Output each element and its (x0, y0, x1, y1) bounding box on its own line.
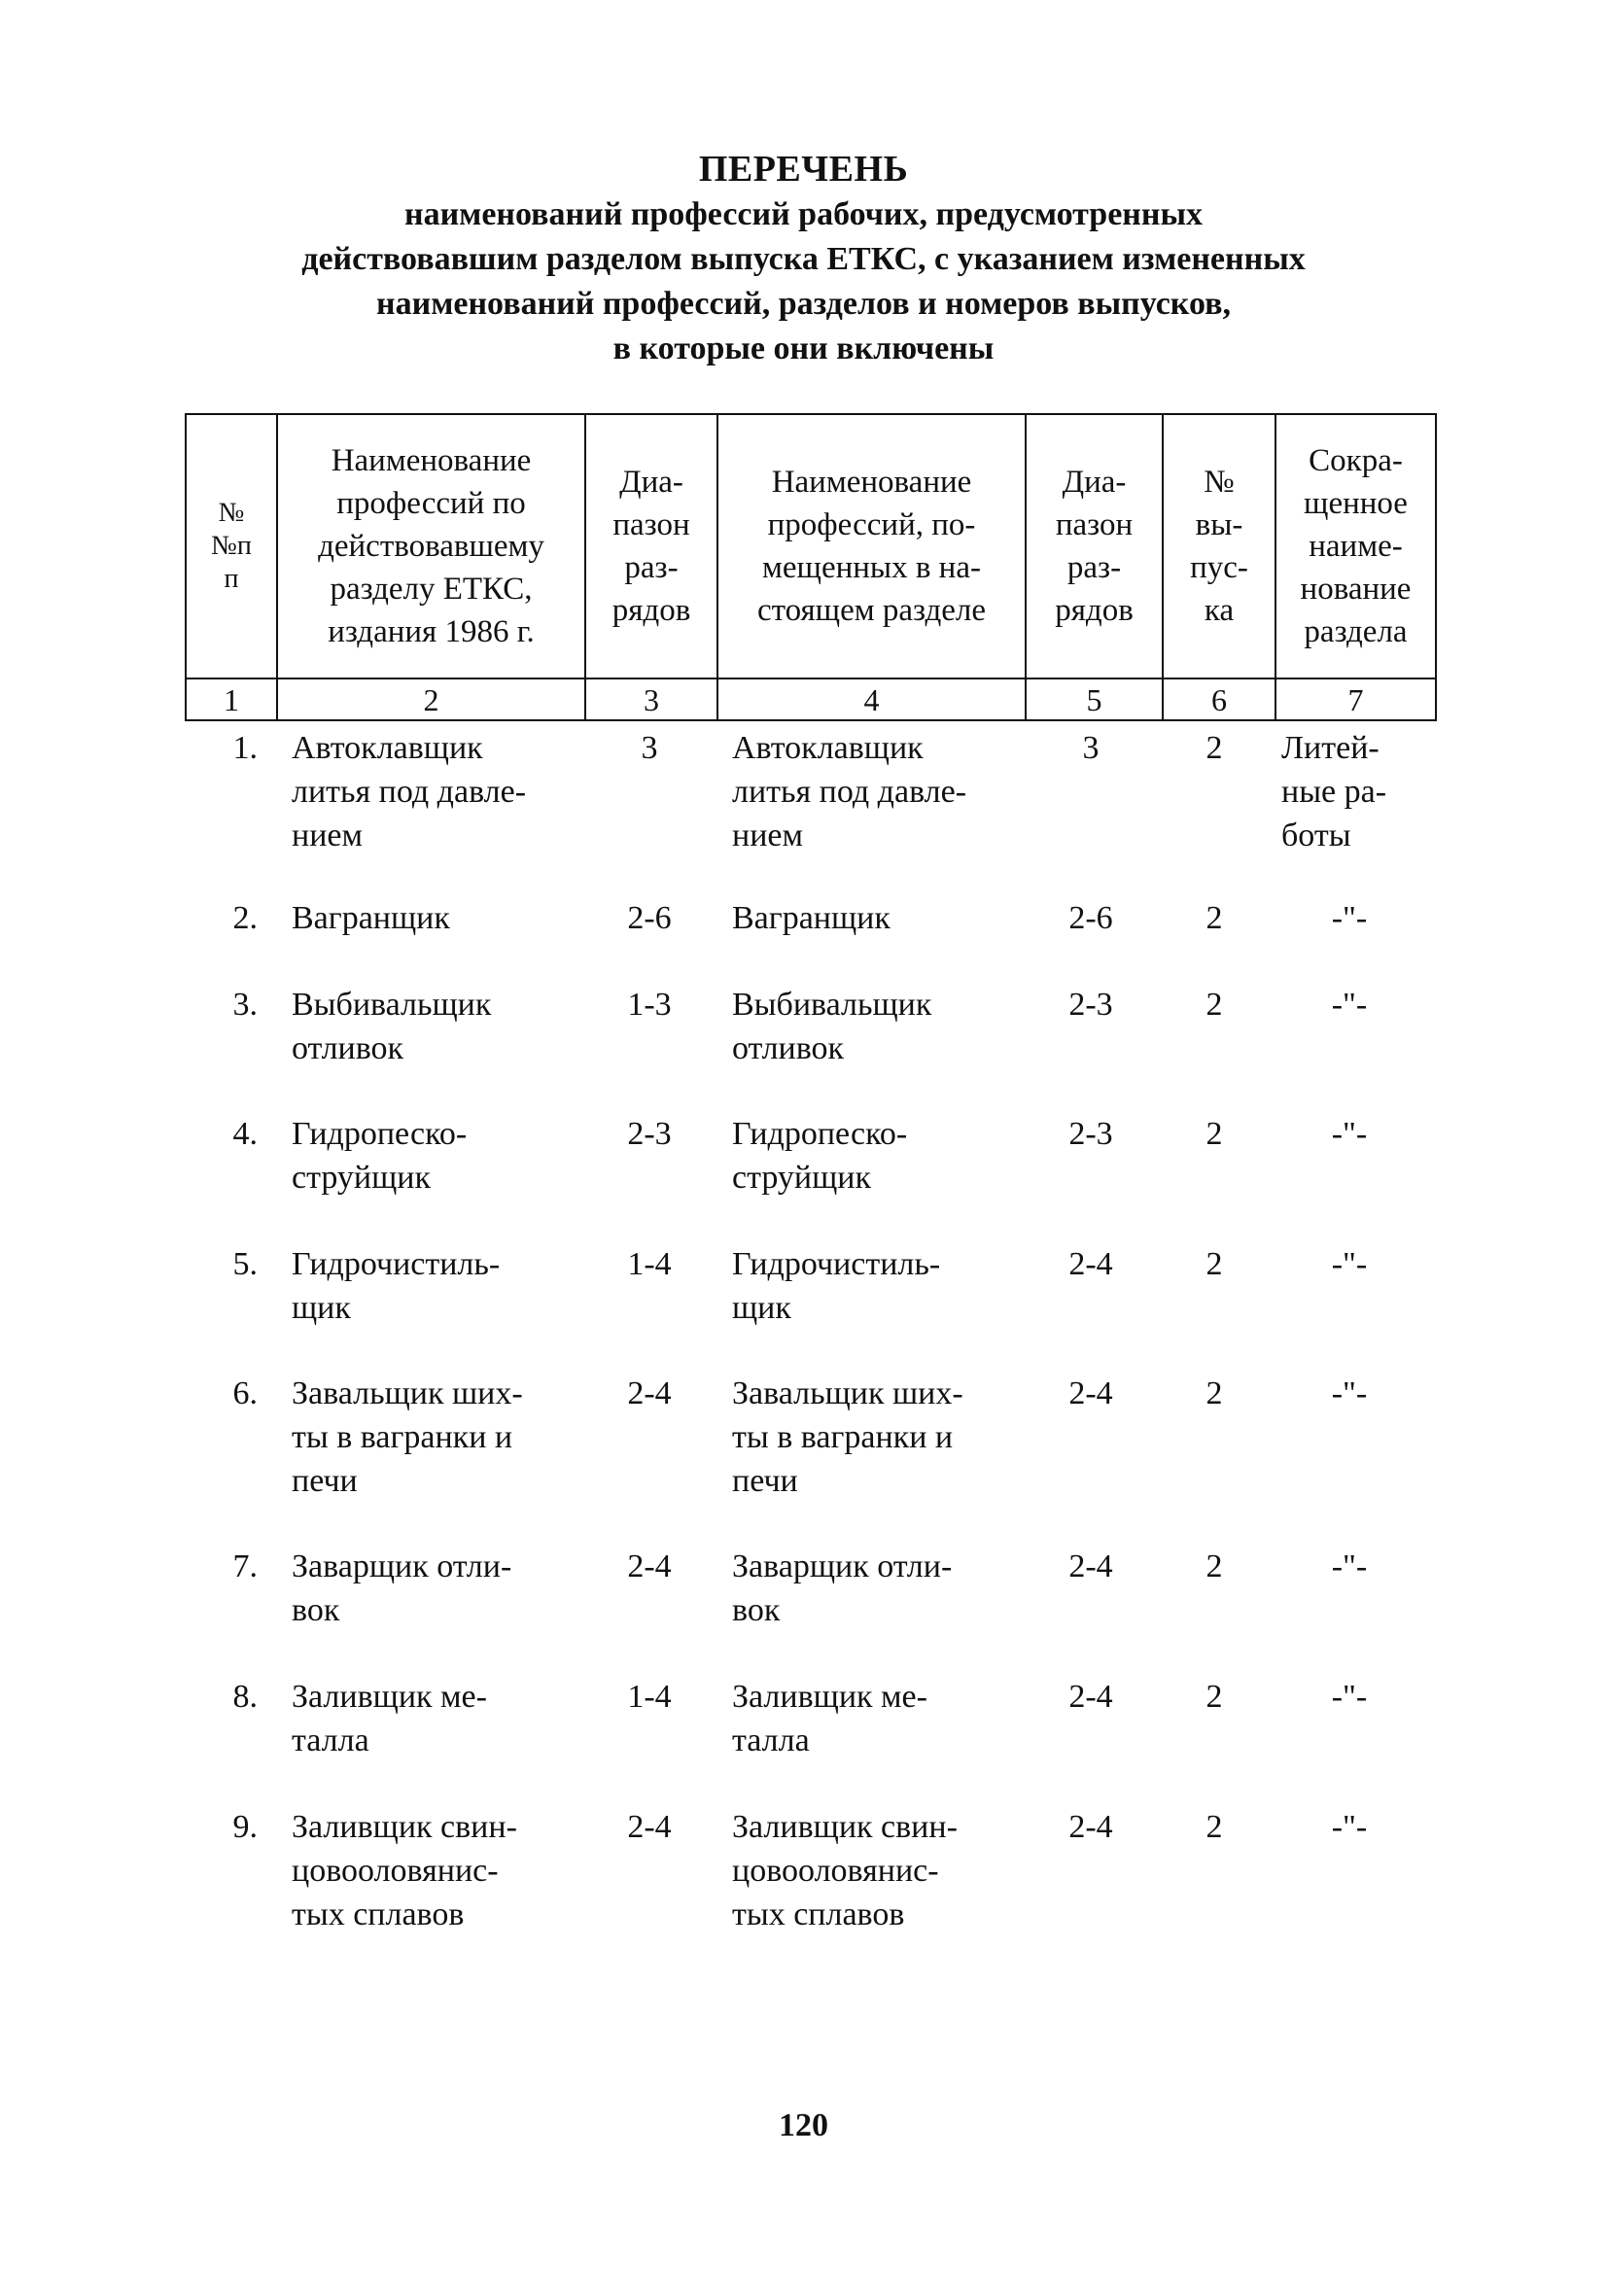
title-line: в которые они включены (612, 330, 995, 366)
old-profession-name: Завальщик ших- ты в вагранки и печи (292, 1375, 523, 1499)
header-cell-new-name: Наименование профессий, по- мещенных в на- стоящем разделе (717, 414, 1026, 678)
new-profession-name: Завальщик ших- ты в вагранки и печи (732, 1375, 963, 1499)
header-cell-old-name: Наименование профессий по действовавшему разделу ЕТКС, издания 1986 г. (277, 414, 585, 678)
new-profession-name: Заливщик свин- цовооловянис- тых сплавов (732, 1809, 958, 1932)
old-grade-range: 2-6 (627, 900, 672, 936)
title-line: наименований профессий, разделов и номеров выпусков, (376, 286, 1231, 322)
row-number: 2. (232, 900, 258, 936)
document-title (0, 146, 1607, 371)
header-cell-old-range: Диа- пазон раз- рядов (585, 414, 717, 678)
issue-number: 2 (1205, 1679, 1223, 1715)
new-profession-name: Гидропеско- струйщик (732, 1116, 908, 1196)
column-number: 4 (717, 678, 1026, 720)
new-profession-name: Автоклавщик литья под давле- нием (732, 730, 967, 853)
section-name: -"- (1331, 1809, 1368, 1845)
old-profession-name: Вагранщик (292, 900, 450, 936)
row-number: 9. (232, 1809, 258, 1845)
old-grade-range: 1-4 (627, 1679, 672, 1715)
header-cell-section: Сокра- щенное наиме- нование раздела (1275, 414, 1436, 678)
section-name: -"- (1331, 1116, 1368, 1152)
new-profession-name: Заварщик отли- вок (732, 1548, 953, 1628)
new-grade-range: 2-6 (1068, 900, 1113, 936)
old-profession-name: Гидропеско- струйщик (292, 1116, 468, 1196)
issue-number: 2 (1205, 1809, 1223, 1845)
column-number: 3 (585, 678, 717, 720)
old-grade-range: 2-4 (627, 1375, 672, 1411)
old-profession-name: Заварщик отли- вок (292, 1548, 512, 1628)
new-grade-range: 2-4 (1068, 1246, 1113, 1282)
section-name: -"- (1331, 1246, 1368, 1282)
issue-number: 2 (1205, 1375, 1223, 1411)
header-cell-issue: № вы- пус- ка (1163, 414, 1275, 678)
new-grade-range: 3 (1082, 730, 1100, 766)
title-line: действовавшим разделом выпуска ЕТКС, с указанием измененных (301, 241, 1306, 277)
row-number: 1. (232, 730, 258, 766)
section-name: -"- (1331, 1375, 1368, 1411)
column-number: 2 (277, 678, 585, 720)
row-number: 7. (232, 1548, 258, 1584)
new-grade-range: 2-4 (1068, 1809, 1113, 1845)
header-cell-num: № №п п (186, 414, 277, 678)
issue-number: 2 (1205, 730, 1223, 766)
new-profession-name: Заливщик ме- талла (732, 1679, 927, 1758)
old-profession-name: Гидрочистиль- щик (292, 1246, 501, 1326)
row-number: 4. (232, 1116, 258, 1152)
old-grade-range: 2-3 (627, 1116, 672, 1152)
title-main: ПЕРЕЧЕНЬ (698, 149, 909, 190)
section-name: -"- (1331, 1548, 1368, 1584)
old-grade-range: 1-4 (627, 1246, 672, 1282)
issue-number: 2 (1205, 987, 1223, 1023)
column-number: 5 (1026, 678, 1163, 720)
column-number: 6 (1163, 678, 1275, 720)
old-profession-name: Автоклавщик литья под давле- нием (292, 730, 527, 853)
column-number: 1 (186, 678, 277, 720)
table-header (185, 413, 1437, 721)
issue-number: 2 (1205, 1548, 1223, 1584)
header-cell-new-range: Диа- пазон раз- рядов (1026, 414, 1163, 678)
section-name: -"- (1331, 1679, 1368, 1715)
new-grade-range: 2-4 (1068, 1548, 1113, 1584)
old-profession-name: Заливщик ме- талла (292, 1679, 487, 1758)
row-number: 8. (232, 1679, 258, 1715)
new-grade-range: 2-3 (1068, 987, 1113, 1023)
old-grade-range: 2-4 (627, 1548, 672, 1584)
row-number: 3. (232, 987, 258, 1023)
title-line: наименований профессий рабочих, предусмотренных (403, 196, 1204, 232)
new-grade-range: 2-4 (1068, 1679, 1113, 1715)
header-row (186, 414, 1436, 678)
new-profession-name: Вагранщик (732, 900, 891, 936)
page-number: 120 (779, 2107, 828, 2143)
row-number: 6. (232, 1375, 258, 1411)
new-grade-range: 2-3 (1068, 1116, 1113, 1152)
section-name: -"- (1331, 987, 1368, 1023)
old-profession-name: Заливщик свин- цовооловянис- тых сплавов (292, 1809, 517, 1932)
new-grade-range: 2-4 (1068, 1375, 1113, 1411)
section-name: -"- (1331, 900, 1368, 936)
issue-number: 2 (1205, 1116, 1223, 1152)
column-number: 7 (1275, 678, 1436, 720)
issue-number: 2 (1205, 1246, 1223, 1282)
column-number-row (186, 678, 1436, 720)
issue-number: 2 (1205, 900, 1223, 936)
old-grade-range: 1-3 (627, 987, 672, 1023)
new-profession-name: Выбивальщик отливок (732, 987, 932, 1066)
old-grade-range: 3 (641, 730, 658, 766)
new-profession-name: Гидрочистиль- щик (732, 1246, 941, 1326)
row-number: 5. (232, 1246, 258, 1282)
section-name: Литей- ные ра- боты (1281, 730, 1387, 853)
old-profession-name: Выбивальщик отливок (292, 987, 492, 1066)
old-grade-range: 2-4 (627, 1809, 672, 1845)
